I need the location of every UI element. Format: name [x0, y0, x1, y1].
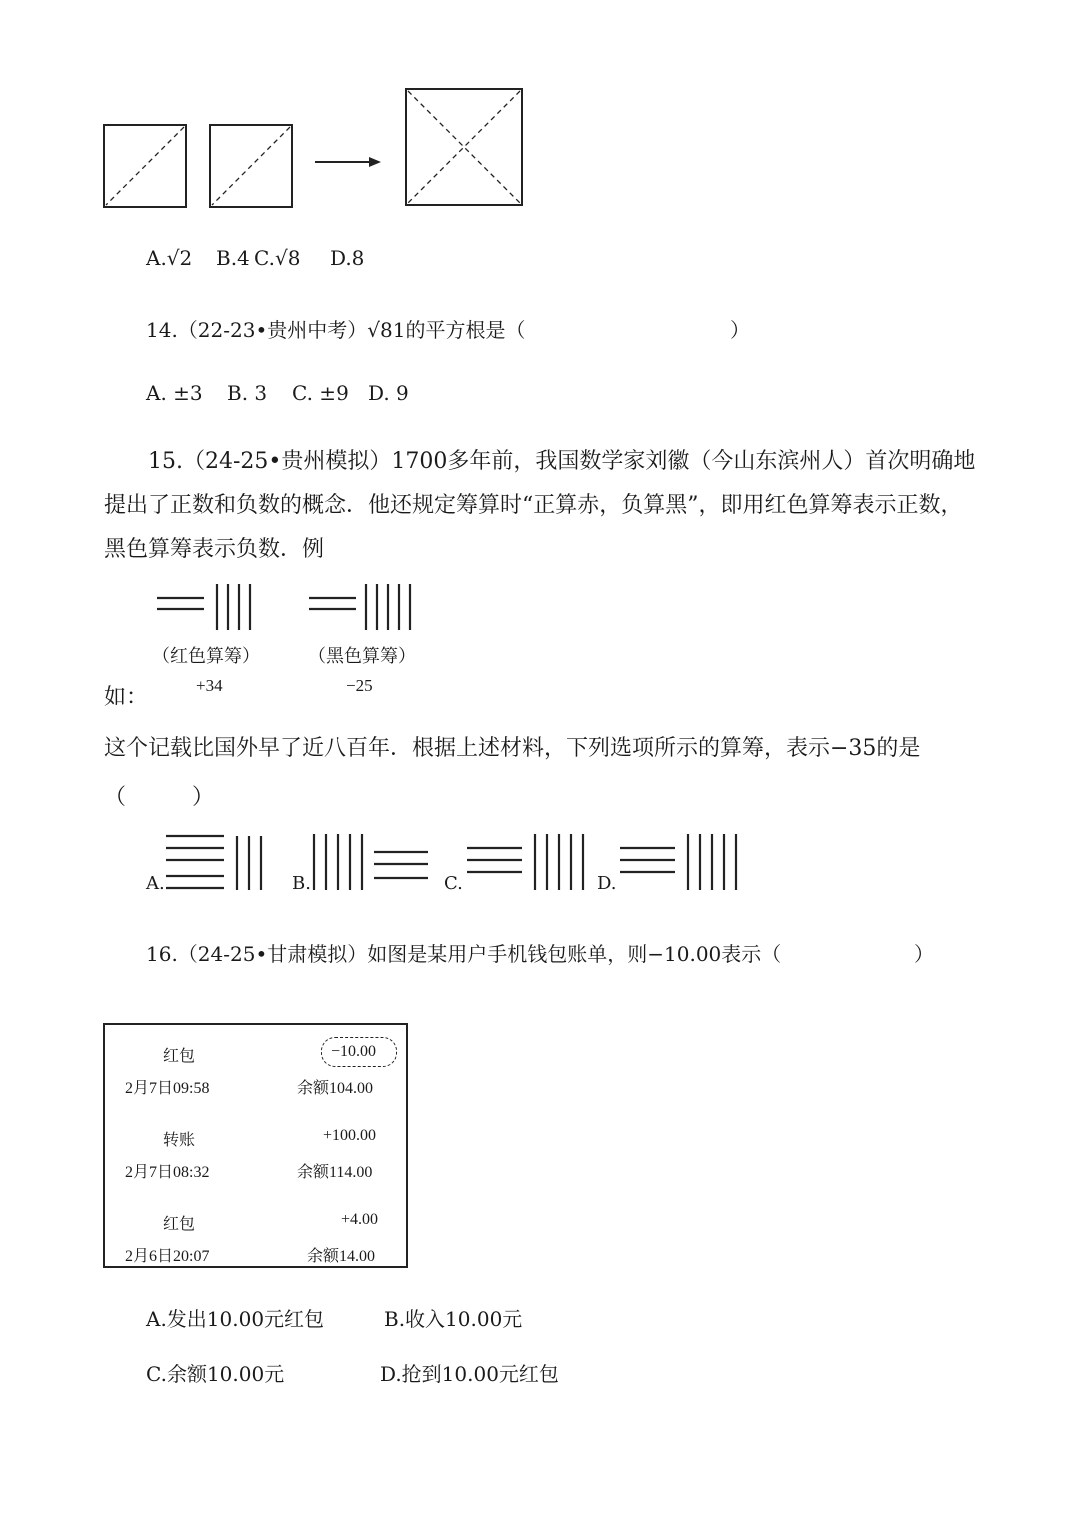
- wallet-bill: [103, 1023, 408, 1268]
- q16-option-b[interactable]: B.收入10.00元: [384, 1307, 523, 1331]
- q14-option-a[interactable]: A. ±3: [146, 381, 203, 405]
- bill-entry-2-title: 转账: [163, 1132, 196, 1149]
- q13-option-b[interactable]: B.4: [216, 246, 250, 270]
- q16-stem: 16.（24-25•甘肃模拟）如图是某用户手机钱包账单，则−10.00表示（: [146, 942, 782, 966]
- bill-entry-3-title: 红包: [163, 1216, 196, 1233]
- q14-option-c[interactable]: C. ±9: [292, 381, 349, 405]
- q15-stem: 15.（24-25•贵州模拟）1700多年前，我国数学家刘徽（今山东滨州人）首次明确地提出了正数和负数的概念．他还规定筹算时“正算赤，负算黑”，即用红色算筹表示正数，黑色算筹表示负数．例: [104, 449, 976, 562]
- bill-entry-3-balance: 余额14.00: [307, 1248, 376, 1265]
- q16-option-c[interactable]: C.余额10.00元: [146, 1362, 285, 1386]
- q16-option-a[interactable]: A.发出10.00元红包: [146, 1307, 325, 1331]
- bill-entry-1-balance: 余额104.00: [297, 1080, 374, 1097]
- q15-option-c[interactable]: C.: [444, 873, 463, 894]
- q13-option-c[interactable]: C.√8: [254, 246, 301, 270]
- q15-blank: （ ）: [104, 785, 215, 810]
- q14-option-b[interactable]: B. 3: [227, 381, 268, 405]
- q16-close-paren: ）: [914, 942, 934, 966]
- dashed-highlight: [321, 1037, 397, 1067]
- red-rods-value: +34: [196, 676, 223, 695]
- bill-entry-1-title: 红包: [163, 1048, 196, 1065]
- q15-question: 这个记载比国外早了近八百年．根据上述材料，下列选项所示的算筹，表示−35的是: [104, 736, 921, 761]
- bill-entry-2-amount: +100.00: [323, 1127, 377, 1144]
- red-rods-caption: （红色算筹）: [152, 646, 260, 667]
- bill-entry-2-balance: 余额114.00: [297, 1164, 373, 1181]
- q13-option-a[interactable]: A.√2: [146, 246, 193, 270]
- bill-entry-2-time: 2月7日08:32: [125, 1164, 210, 1181]
- bill-entry-1-time: 2月7日09:58: [125, 1080, 210, 1097]
- q14-stem: 14.（22-23•贵州中考）√81的平方根是（: [146, 318, 526, 342]
- q13-option-d[interactable]: D.8: [330, 246, 365, 270]
- q14-close-paren: ）: [730, 318, 750, 342]
- q15-option-b[interactable]: B.: [292, 873, 311, 894]
- q15-option-d[interactable]: D.: [597, 873, 617, 894]
- black-rods-caption: （黑色算筹）: [308, 646, 416, 667]
- black-rods-value: −25: [346, 676, 373, 695]
- q15-option-a[interactable]: A.: [146, 873, 165, 894]
- q16-option-d[interactable]: D.抢到10.00元红包: [380, 1362, 559, 1386]
- bill-entry-3-amount: +4.00: [341, 1211, 379, 1228]
- q15-option-rods: [0, 828, 1080, 908]
- q14-option-d[interactable]: D. 9: [368, 381, 409, 405]
- bill-entry-1-amount: −10.00: [331, 1043, 377, 1060]
- example-prefix: 如：: [104, 685, 149, 710]
- q13-squares-figure: [0, 0, 1080, 230]
- bill-entry-3-time: 2月6日20:07: [125, 1248, 210, 1265]
